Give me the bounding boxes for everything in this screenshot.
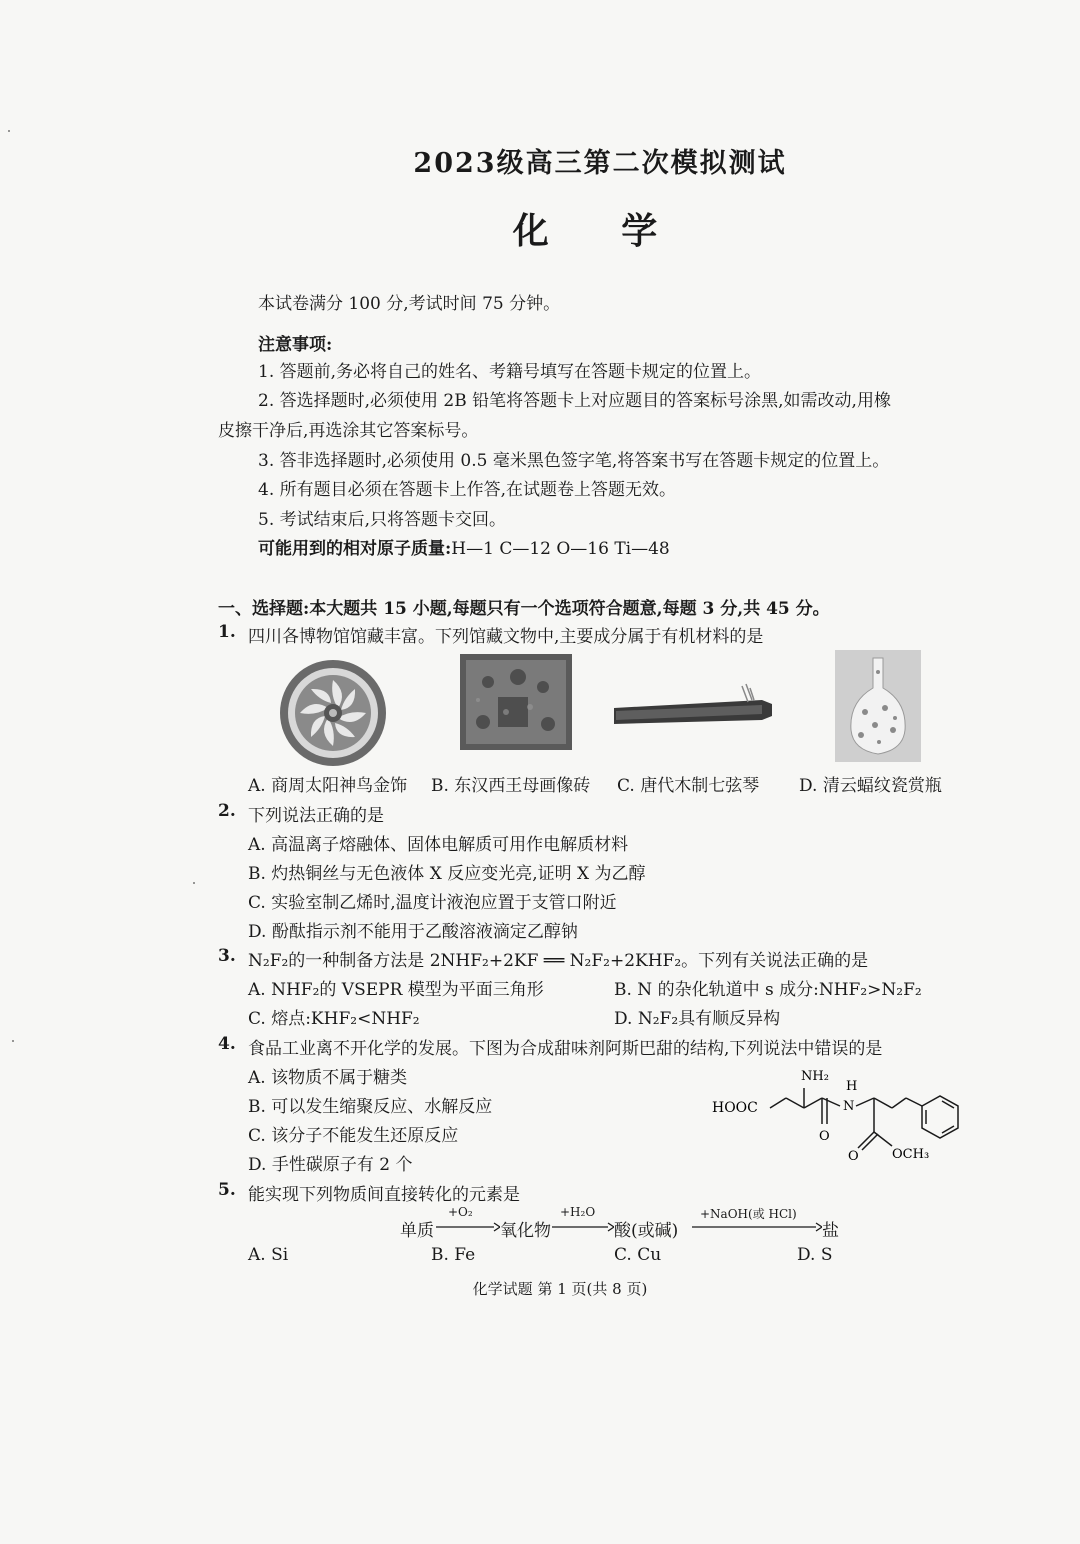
q5-stem: 能实现下列物质间直接转化的元素是 — [248, 1185, 520, 1205]
q3-option-a: A. NHF₂的 VSEPR 模型为平面三角形 — [248, 980, 544, 1000]
scheme-salt: 盐 — [822, 1221, 839, 1241]
q3-stem: N₂F₂的一种制备方法是 2NHF₂+2KF ══ N₂F₂+2KHF₂。下列有关说法正确的是 — [248, 951, 869, 971]
q5-number: 5. — [218, 1180, 236, 1200]
brick-relief-image — [458, 652, 574, 752]
q5-option-c: C. Cu — [614, 1245, 662, 1265]
q3-option-c: C. 熔点:KHF₂<NHF₂ — [248, 1009, 420, 1029]
q4-option-a: A. 该物质不属于糖类 — [248, 1068, 408, 1088]
och3-label: OCH₃ — [892, 1147, 930, 1162]
exam-title: 2023级高三第二次模拟测试 — [413, 148, 787, 179]
subject-title: 化 学 — [512, 210, 688, 252]
n-label: N — [843, 1099, 855, 1114]
notice-item: 3. 答非选择题时,必须使用 0.5 毫米黑色签字笔,将答案书写在答题卡规定的位置上。 — [258, 451, 890, 471]
scan-speck — [193, 882, 195, 884]
q1-option-d: D. 清云蝠纹瓷赏瓶 — [799, 776, 942, 796]
atomic-mass-values: H—1 C—12 O—16 Ti—48 — [451, 539, 670, 559]
wooden-guqin-image — [612, 678, 780, 728]
q1-option-a: A. 商周太阳神鸟金饰 — [248, 776, 408, 796]
arrow-label-o2: +O₂ — [448, 1205, 473, 1219]
q2-option-d: D. 酚酞指示剂不能用于乙酸溶液滴定乙醇钠 — [248, 922, 578, 942]
q4-option-c: C. 该分子不能发生还原反应 — [248, 1126, 459, 1146]
scheme-simple-substance: 单质 — [400, 1221, 434, 1241]
scan-speck — [8, 130, 10, 132]
q2-option-a: A. 高温离子熔融体、固体电解质可用作电解质材料 — [248, 835, 629, 855]
q1-number: 1. — [218, 622, 236, 642]
notice-heading: 注意事项: — [258, 335, 333, 355]
scan-speck — [12, 1040, 14, 1042]
section-heading: 一、选择题:本大题共 15 小题,每题只有一个选项符合题意,每题 3 分,共 45 分。 — [218, 599, 830, 619]
arrow-icon — [436, 1222, 500, 1232]
q2-stem: 下列说法正确的是 — [248, 806, 384, 826]
porcelain-vase-image — [835, 650, 921, 762]
q5-option-a: A. Si — [248, 1245, 289, 1265]
q3-option-d: D. N₂F₂具有顺反异构 — [614, 1009, 781, 1029]
q2-number: 2. — [218, 801, 236, 821]
aspartame-structure — [708, 1066, 978, 1170]
q3-number: 3. — [218, 946, 236, 966]
atomic-mass-label: 可能用到的相对原子质量: — [258, 539, 452, 559]
q1-stem: 四川各博物馆馆藏丰富。下列馆藏文物中,主要成分属于有机材料的是 — [248, 627, 764, 647]
nh2-label: NH₂ — [801, 1069, 829, 1084]
notice-item: 2. 答选择题时,必须使用 2B 铅笔将答题卡上对应题目的答案标号涂黑,如需改动,用橡 — [258, 391, 891, 411]
q4-option-d: D. 手性碳原子有 2 个 — [248, 1155, 413, 1175]
q4-option-b: B. 可以发生缩聚反应、水解反应 — [248, 1097, 493, 1117]
sun-bird-gold-image — [278, 658, 388, 768]
atomic-mass-line — [258, 534, 670, 559]
hooc-label: HOOC — [712, 1100, 758, 1116]
scheme-oxide: 氧化物 — [500, 1221, 551, 1241]
arrow-icon — [692, 1222, 822, 1232]
q4-number: 4. — [218, 1034, 236, 1054]
o-label: O — [819, 1129, 830, 1144]
scheme-acid-base: 酸(或碱) — [614, 1221, 679, 1241]
q4-stem: 食品工业离不开化学的发展。下图为合成甜味剂阿斯巴甜的结构,下列说法中错误的是 — [248, 1039, 883, 1059]
arrow-label-naoh-hcl: +NaOH(或 HCl) — [700, 1207, 797, 1221]
q3-option-b: B. N 的杂化轨道中 s 成分:NHF₂>N₂F₂ — [614, 980, 922, 1000]
page-footer: 化学试题 第 1 页(共 8 页) — [472, 1280, 648, 1298]
notice-item: 4. 所有题目必须在答题卡上作答,在试题卷上答题无效。 — [258, 480, 677, 500]
o-label: O — [848, 1149, 859, 1164]
q2-option-b: B. 灼热铜丝与无色液体 X 反应变光亮,证明 X 为乙醇 — [248, 864, 646, 884]
q1-option-c: C. 唐代木制七弦琴 — [617, 776, 760, 796]
h-label: H — [846, 1079, 858, 1094]
q2-option-c: C. 实验室制乙烯时,温度计液泡应置于支管口附近 — [248, 893, 617, 913]
intro-text: 本试卷满分 100 分,考试时间 75 分钟。 — [258, 294, 561, 314]
notice-item: 1. 答题前,务必将自己的姓名、考籍号填写在答题卡规定的位置上。 — [258, 362, 762, 382]
q5-option-d: D. S — [797, 1245, 833, 1265]
q1-option-b: B. 东汉西王母画像砖 — [431, 776, 591, 796]
q5-option-b: B. Fe — [431, 1245, 476, 1265]
notice-item: 5. 考试结束后,只将答题卡交回。 — [258, 510, 507, 530]
arrow-label-h2o: +H₂O — [560, 1205, 596, 1219]
notice-item-cont: 皮擦干净后,再选涂其它答案标号。 — [218, 421, 479, 441]
arrow-icon — [552, 1222, 614, 1232]
